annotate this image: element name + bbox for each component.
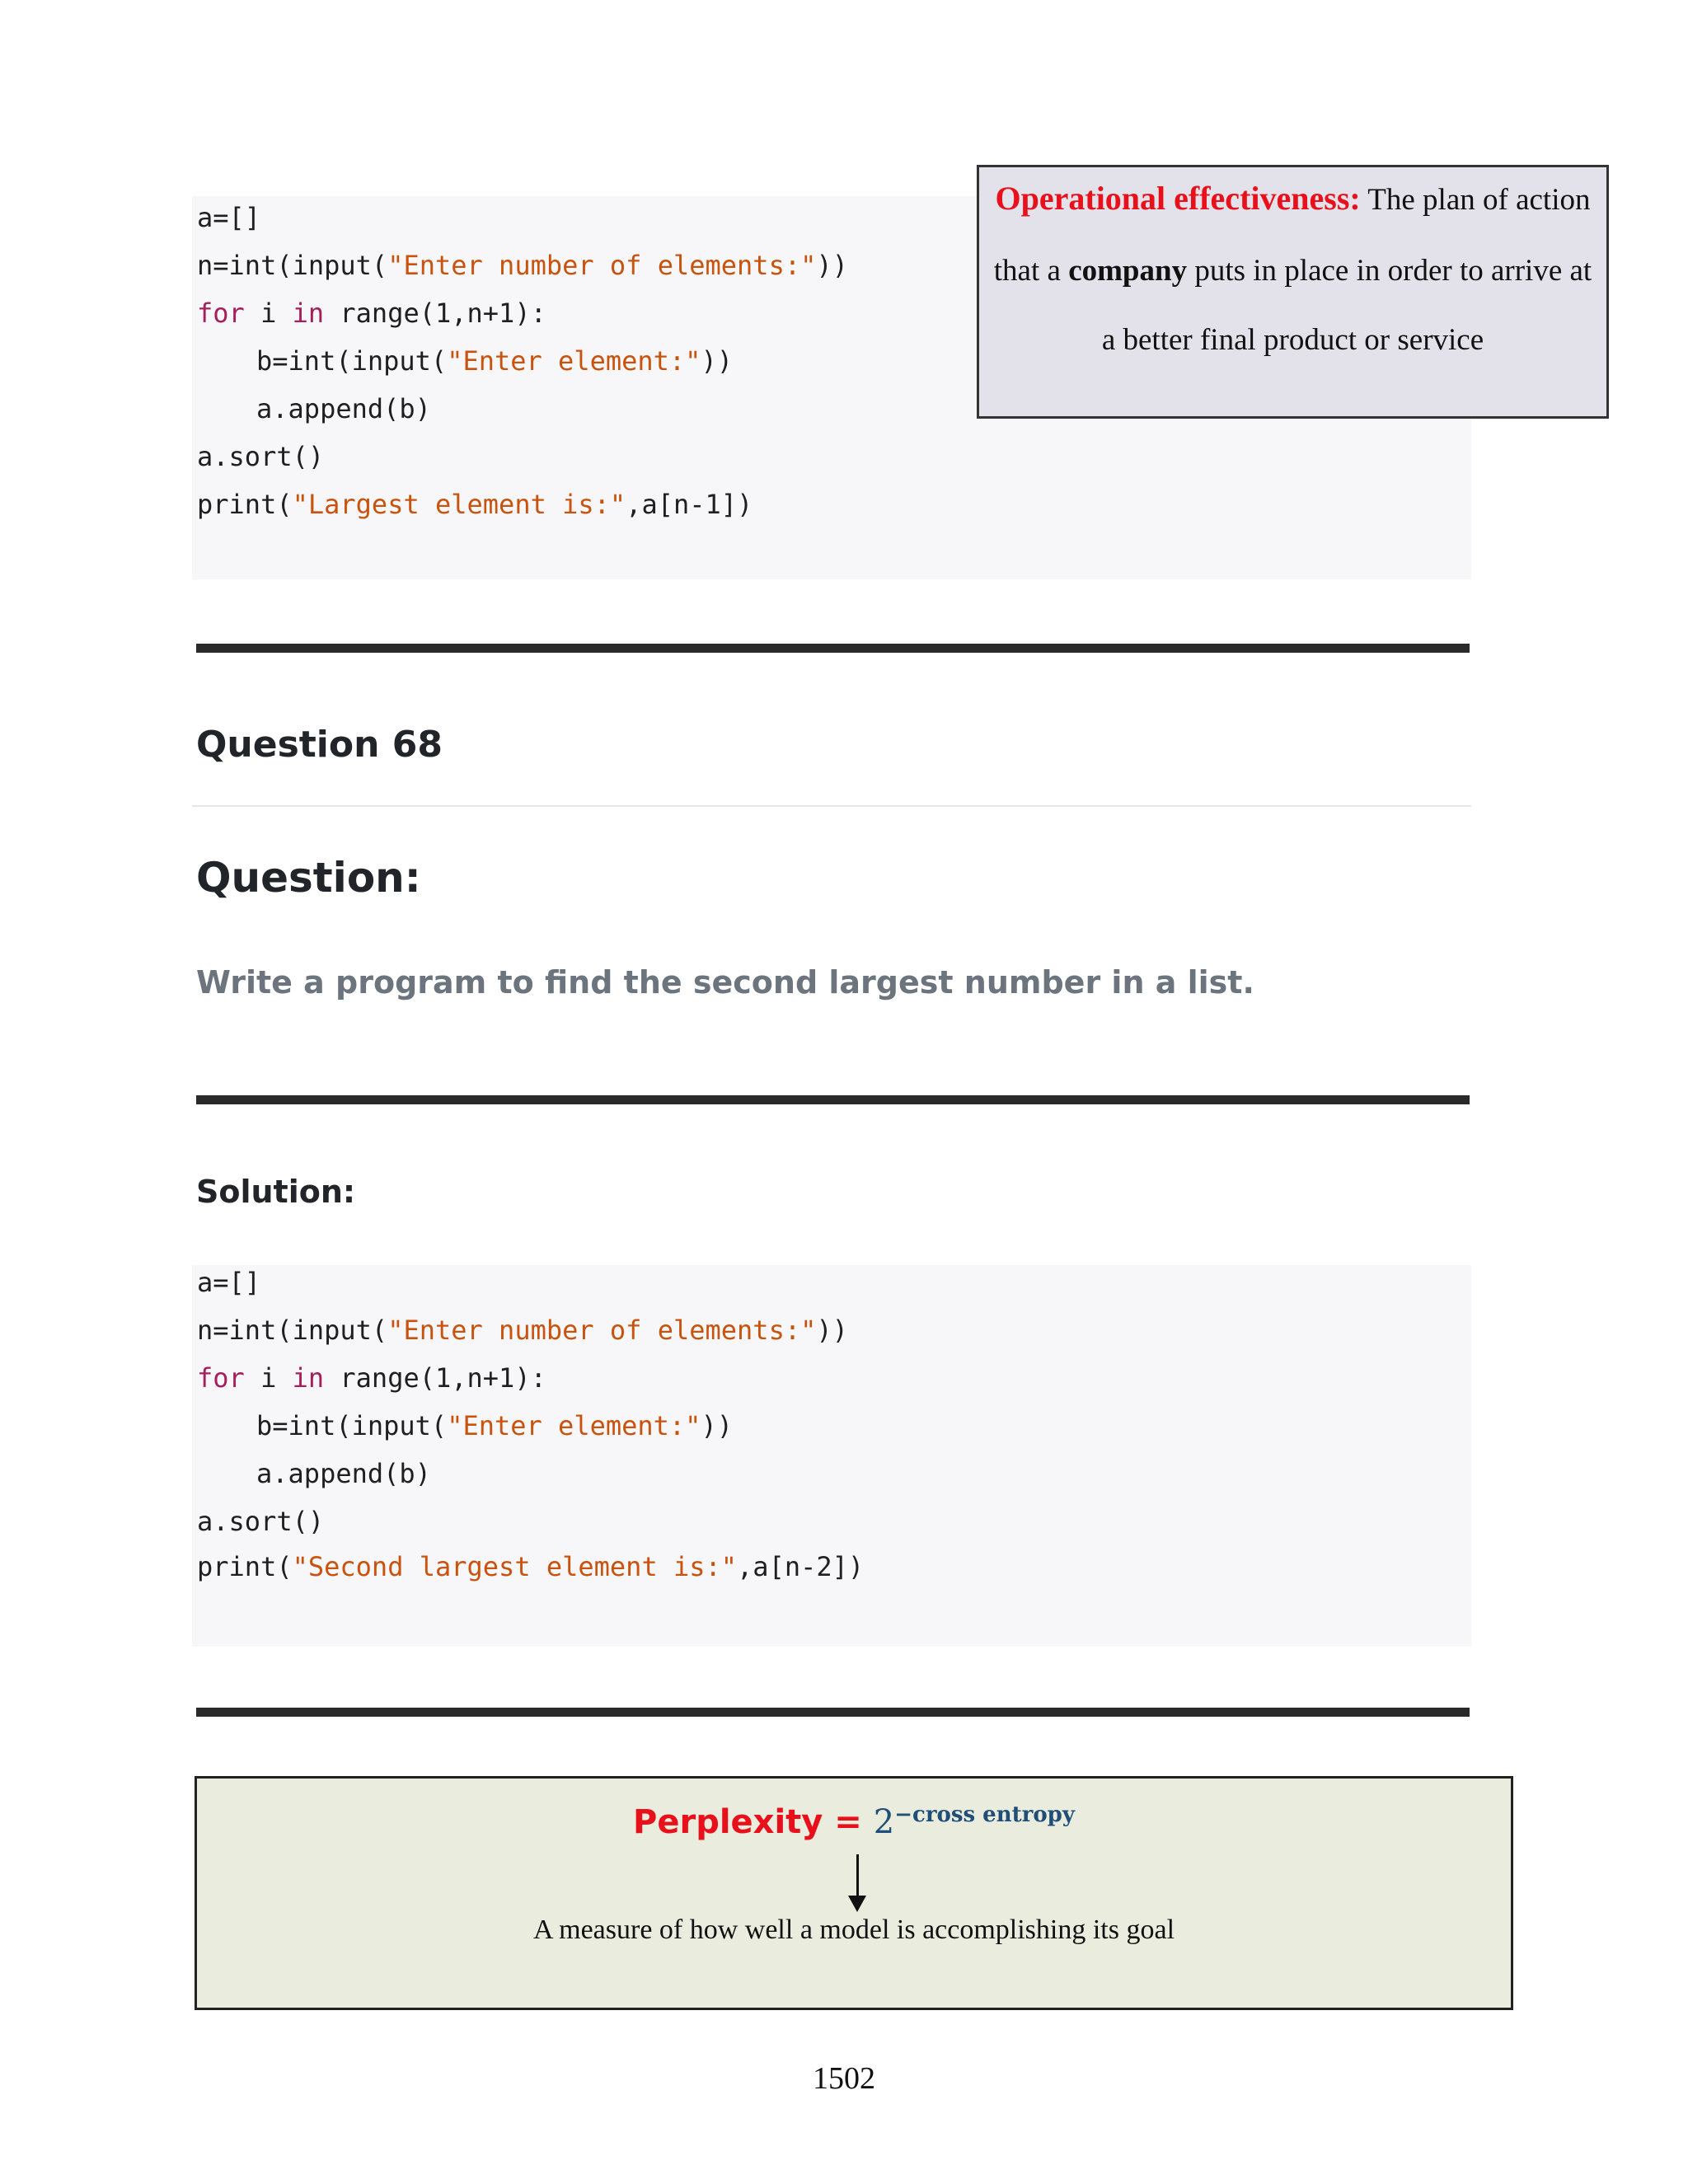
code-line: a=[] xyxy=(197,202,261,233)
code-line: for i in range(1,n+1): xyxy=(197,298,546,329)
equals-sign: = xyxy=(823,1803,874,1841)
perplexity-term: Perplexity xyxy=(633,1803,823,1841)
code-line: n=int(input("Enter number of elements:")) xyxy=(197,1315,848,1346)
section-divider xyxy=(196,1095,1470,1104)
code-line: a.append(b) xyxy=(256,1458,431,1489)
down-arrow-icon xyxy=(845,1854,870,1912)
question-number-heading: Question 68 xyxy=(196,724,443,766)
definition-line-2: that a company puts in place in order to arrive at xyxy=(993,254,1592,288)
code-line: b=int(input("Enter element:")) xyxy=(256,345,733,377)
code-block-second-largest xyxy=(192,1265,1471,1647)
definition-term: Operational effectiveness: xyxy=(995,180,1361,217)
code-line: a.append(b) xyxy=(256,393,431,424)
code-line: a.sort() xyxy=(197,441,325,472)
code-line: a=[] xyxy=(197,1267,261,1298)
definition-callout xyxy=(977,165,1609,419)
perplexity-description: A measure of how well a model is accomplishing its goal xyxy=(532,1915,1175,1945)
code-line: print("Second largest element is:",a[n-2]) xyxy=(197,1551,865,1582)
solution-heading: Solution: xyxy=(196,1174,356,1210)
definition-line-3: a better final product or service xyxy=(1101,323,1484,357)
question-text: Write a program to find the second largest number in a list. xyxy=(196,964,1254,1001)
question-heading: Question: xyxy=(196,854,421,902)
code-line: print("Largest element is:",a[n-1]) xyxy=(197,489,753,520)
definition-line-1: Operational effectiveness: The plan of action xyxy=(995,180,1591,217)
code-line: n=int(input("Enter number of elements:")) xyxy=(197,250,848,281)
code-line: b=int(input("Enter element:")) xyxy=(256,1410,733,1441)
section-divider xyxy=(196,644,1470,653)
formula-exponent: −cross entropy xyxy=(894,1802,1075,1827)
page-number: 1502 xyxy=(813,2061,875,2096)
code-line: for i in range(1,n+1): xyxy=(197,1362,546,1394)
formula-base: 2 xyxy=(873,1803,895,1841)
perplexity-formula xyxy=(197,1803,1511,1841)
heading-underline xyxy=(192,805,1471,807)
section-divider xyxy=(196,1708,1470,1717)
code-line: a.sort() xyxy=(197,1506,325,1537)
perplexity-callout xyxy=(195,1776,1513,2010)
